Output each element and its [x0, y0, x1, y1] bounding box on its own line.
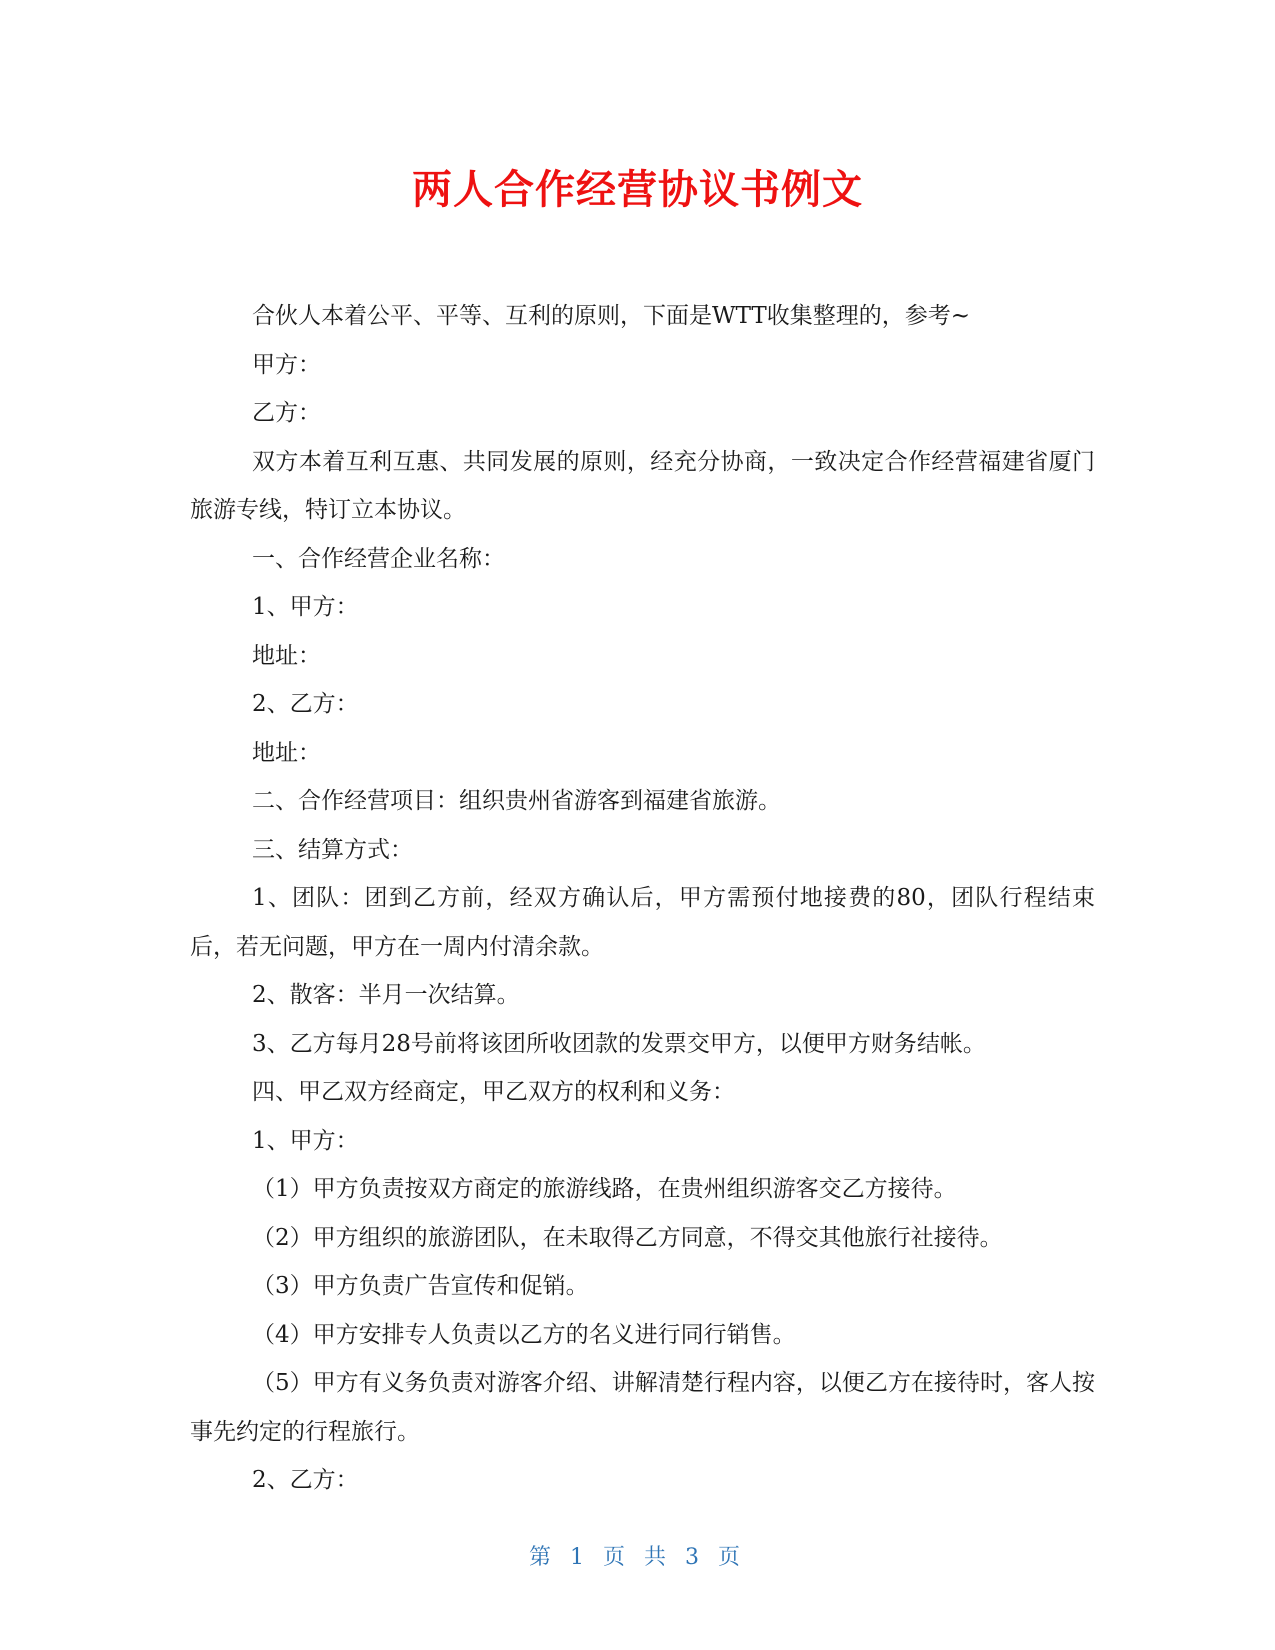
paragraph: （2）甲方组织的旅游团队，在未取得乙方同意，不得交其他旅行社接待。: [252, 1224, 1003, 1251]
document-body: [190, 292, 1095, 1505]
paragraph: 地址：: [252, 739, 321, 766]
paragraph: 2、散客：半月一次结算。: [252, 982, 520, 1008]
paragraph: （5）甲方有义务负责对游客介绍、讲解清楚行程内容，以便乙方在接待时，客人按事先约定的行程旅行。: [190, 1370, 1095, 1445]
paragraph: 3、乙方每月28号前将该团所收团款的发票交甲方，以便甲方财务结帐。: [252, 1030, 986, 1057]
paragraph: 一、合作经营企业名称：: [252, 545, 505, 572]
document-title: 两人合作经营协议书例文: [412, 167, 863, 213]
paragraph: 二、合作经营项目：组织贵州省游客到福建省旅游。: [252, 788, 781, 814]
paragraph: 甲方：: [252, 351, 321, 378]
paragraph: 地址：: [252, 642, 321, 669]
paragraph: 四、甲乙双方经商定，甲乙双方的权利和义务：: [252, 1079, 735, 1105]
paragraph: 1、团队：团到乙方前，经双方确认后，甲方需预付地接费的80，团队行程结束后，若无问题，甲方在一周内付清余款。: [190, 885, 1095, 960]
paragraph: 三、结算方式：: [252, 836, 413, 863]
paragraph: 双方本着互利互惠、共同发展的原则，经充分协商，一致决定合作经营福建省厦门旅游专线，特订立本协议。: [190, 448, 1095, 523]
paragraph: 2、乙方：: [252, 1467, 359, 1493]
paragraph: 1、甲方：: [252, 1127, 359, 1154]
paragraph: 1、甲方：: [252, 594, 359, 620]
paragraph: （4）甲方安排专人负责以乙方的名义进行同行销售。: [252, 1321, 796, 1348]
paragraph: 合伙人本着公平、平等、互利的原则，下面是WTT收集整理的，参考~: [252, 303, 971, 329]
paragraph: 2、乙方：: [252, 691, 359, 717]
paragraph: （1）甲方负责按双方商定的旅游线路，在贵州组织游客交乙方接待。: [252, 1176, 957, 1202]
paragraph: 乙方：: [252, 400, 321, 426]
paragraph: （3）甲方负责广告宣传和促销。: [252, 1273, 589, 1299]
page-number: 第 1 页 共 3 页: [529, 1545, 746, 1570]
